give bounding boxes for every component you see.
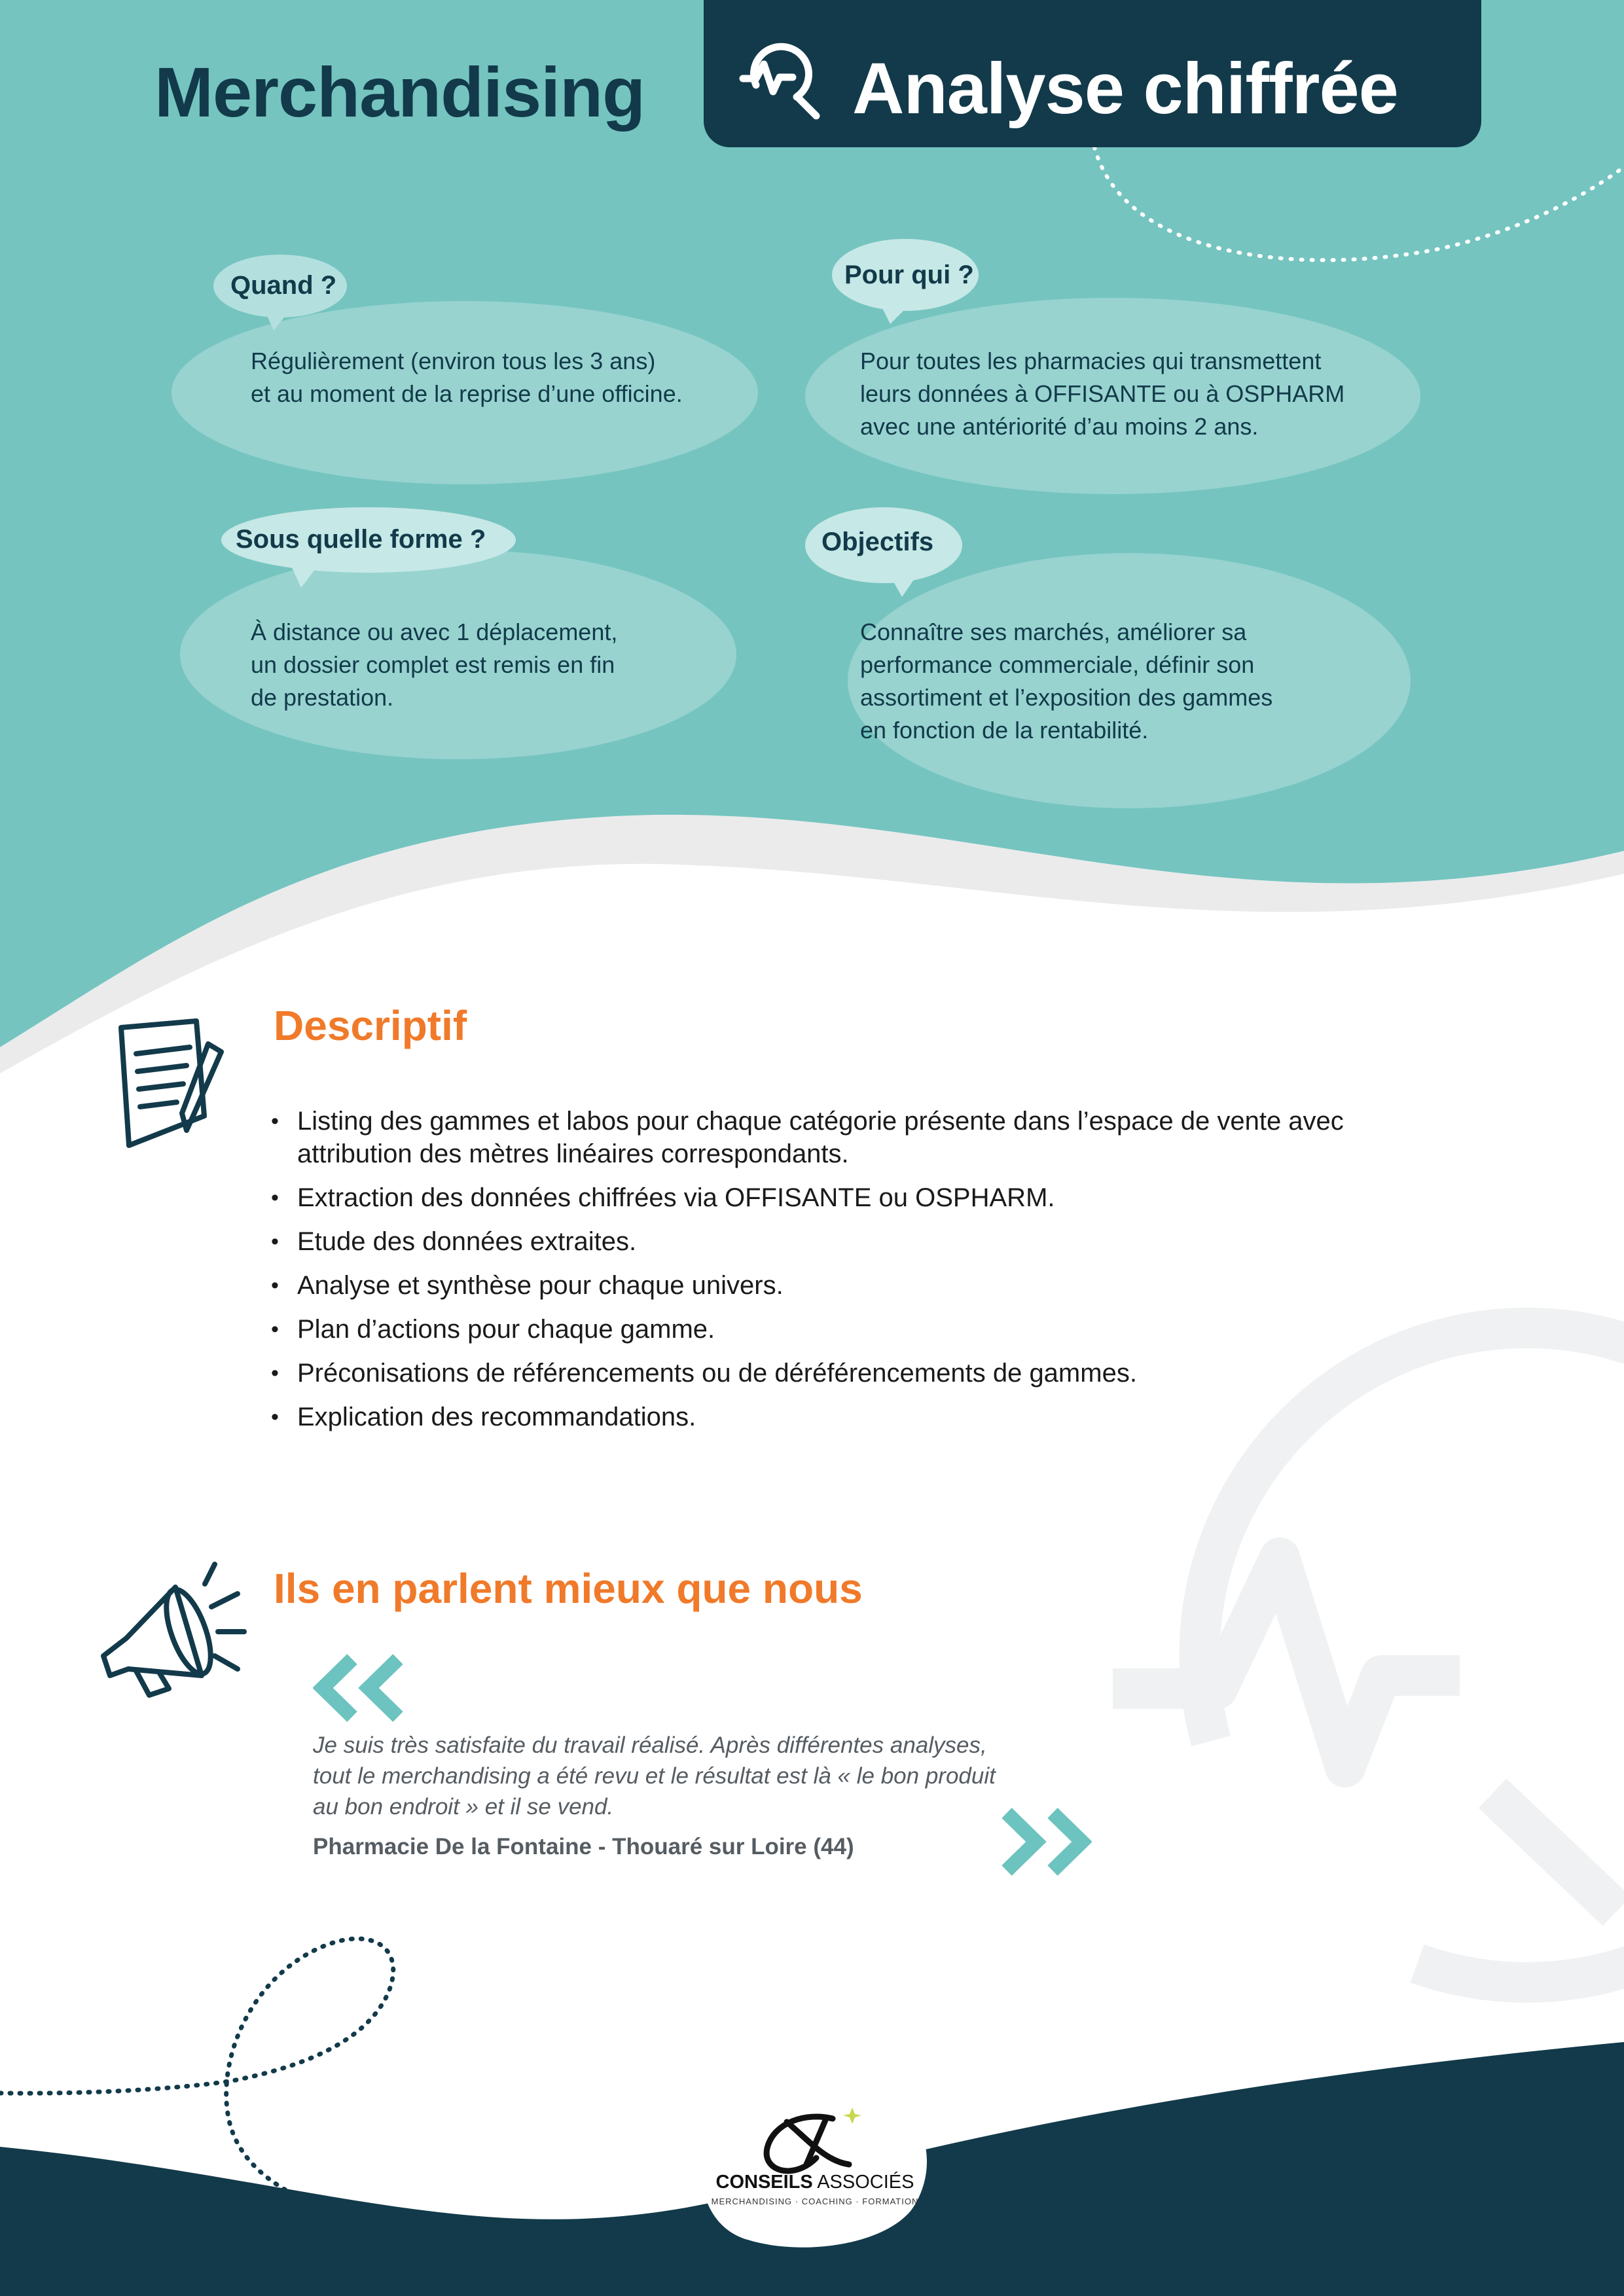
text-line: de prestation.	[251, 684, 394, 711]
text-line: Connaître ses marchés, améliorer sa	[860, 619, 1247, 645]
logo-name	[710, 2172, 920, 2193]
text-line: un dossier complet est remis en fin	[251, 651, 615, 678]
logo-name-bold: CONSEILS	[715, 2172, 813, 2193]
text-line: avec une antériorité d’au moins 2 ans.	[860, 413, 1259, 440]
bubble-label-quand: Quand ?	[230, 271, 337, 300]
quote-line: Je suis très satisfaite du travail réalisé. Après différentes analyses,	[313, 1732, 987, 1758]
bubble-text-objectifs	[860, 616, 1272, 747]
text-line: en fonction de la rentabilité.	[860, 717, 1149, 744]
megaphone-icon	[97, 1561, 247, 1698]
document-pen-icon	[105, 1018, 236, 1152]
section-title-descriptif: Descriptif	[274, 1002, 467, 1049]
text-line: et au moment de la reprise d’une officine.	[251, 380, 683, 407]
quote-line: tout le merchandising a été revu et le résultat est là « le bon produit	[313, 1763, 996, 1789]
testimonial-quote	[313, 1730, 1098, 1822]
bubble-text-forme	[251, 616, 617, 714]
bubble-label-objectifs: Objectifs	[821, 528, 934, 556]
list-item: • Extraction des données chiffrées via OFFISANTE ou OSPHARM.	[271, 1181, 1410, 1214]
list-item: • Préconisations de référencements ou de déréférencements de gammes.	[271, 1357, 1410, 1390]
logo-tagline: MERCHANDISING · COACHING · FORMATION	[711, 2197, 919, 2206]
analysis-magnifier-icon	[736, 39, 821, 121]
page-title: Analyse chiffrée	[852, 48, 1398, 129]
bubble-text-pour-qui	[860, 345, 1344, 443]
logo-name-regular: ASSOCIÉS	[812, 2172, 914, 2193]
text-line: performance commerciale, définir son	[860, 651, 1255, 678]
quote-close-icon	[1000, 1808, 1092, 1876]
descriptif-list	[271, 1105, 1410, 1444]
logo-badge	[695, 2083, 929, 2251]
list-item: • Plan d’actions pour chaque gamme.	[271, 1313, 1410, 1346]
text-line: assortiment et l’exposition des gammes	[860, 684, 1273, 711]
list-item: • Explication des recommandations.	[271, 1401, 1410, 1433]
bubble-text-quand	[251, 345, 683, 410]
list-item: • Listing des gammes et labos pour chaque catégorie présente dans l’espace de vente avec attribution des mètres linéaires correspondants.	[271, 1105, 1410, 1170]
section-title-testimonial: Ils en parlent mieux que nous	[274, 1565, 863, 1612]
testimonial-author: Pharmacie De la Fontaine - Thouaré sur Loire (44)	[313, 1834, 854, 1859]
bubble-label-forme: Sous quelle forme ?	[236, 525, 486, 554]
text-line: Pour toutes les pharmacies qui transmettent	[860, 348, 1322, 374]
text-line: Régulièrement (environ tous les 3 ans)	[251, 348, 656, 374]
brand-heading: Merchandising	[154, 52, 645, 132]
list-item: • Etude des données extraites.	[271, 1225, 1410, 1258]
bubble-label-pour-qui: Pour qui ?	[844, 260, 974, 289]
text-line: À distance ou avec 1 déplacement,	[251, 619, 618, 645]
text-line: leurs données à OFFISANTE ou à OSPHARM	[860, 380, 1345, 407]
list-item: • Analyse et synthèse pour chaque univers.	[271, 1269, 1410, 1302]
quote-open-icon	[313, 1654, 405, 1723]
quote-line: au bon endroit » et il se vend.	[313, 1794, 614, 1820]
